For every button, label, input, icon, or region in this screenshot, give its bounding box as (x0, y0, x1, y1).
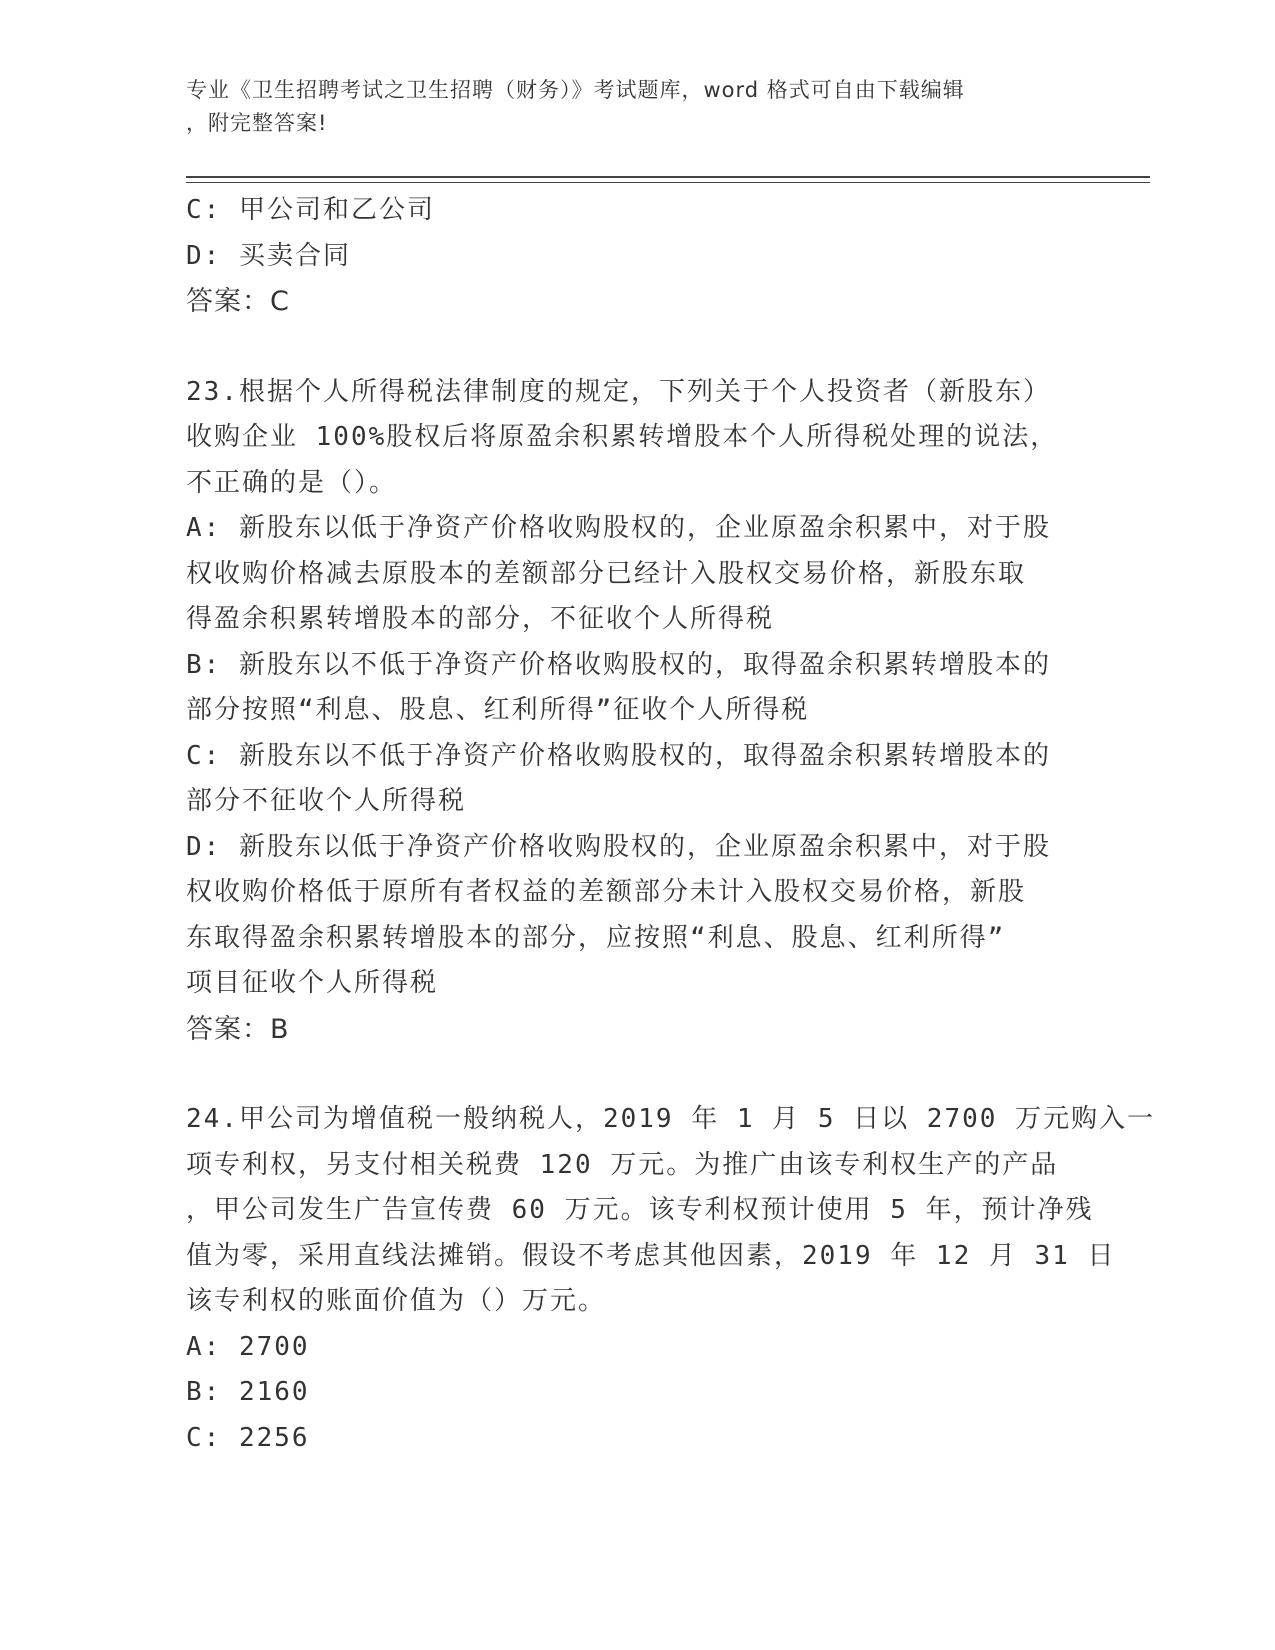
q23-stem-line: 不正确的是（）。 (186, 467, 398, 498)
prev-question (186, 188, 1086, 325)
q23-option-a: 权收购价格减去原股本的差额部分已经计入股权交易价格，新股东取 (186, 558, 1027, 589)
header-rule-thin (186, 182, 1150, 183)
q23-option-b: B: 新股东以不低于净资产价格收购股权的，取得盈余积累转增股本的 (186, 649, 1051, 680)
q24-stem-line: 值为零，采用直线法摊销。假设不考虑其他因素，2019 年 12 月 31 日 (186, 1240, 1116, 1271)
option-d: D: 买卖合同 (186, 240, 351, 271)
q24-stem-line: 该专利权的账面价值为（）万元。 (186, 1286, 607, 1316)
document-header (186, 74, 1066, 140)
q24-stem-line: 24.甲公司为增值税一般纳税人，2019 年 1 月 5 日以 2700 万元购入一 (186, 1104, 1156, 1134)
q23-option-d: 东取得盈余积累转增股本的部分，应按照“利息、股息、红利所得” (186, 922, 1006, 953)
option-c: C: 甲公司和乙公司 (186, 195, 435, 225)
q23-option-d: 项目征收个人所得税 (186, 968, 439, 998)
q23-option-c: C: 新股东以不低于净资产价格收购股权的，取得盈余积累转增股本的 (186, 740, 1051, 771)
q23-option-d: D: 新股东以低于净资产价格收购股权的，企业原盈余积累中，对于股 (186, 831, 1051, 862)
q23-answer: 答案：B (186, 1013, 290, 1045)
question-23 (186, 370, 1086, 1053)
q24-option-c: C: 2256 (186, 1422, 310, 1453)
spacer (186, 1052, 1086, 1097)
q24-option-b: B: 2160 (186, 1377, 310, 1407)
q24-stem-line: 项专利权，另支付相关税费 120 万元。为推广由该专利权生产的产品 (186, 1149, 1059, 1180)
spacer (186, 325, 1086, 370)
q23-option-b: 部分按照“利息、股息、红利所得”征收个人所得税 (186, 695, 810, 725)
document-body (186, 188, 1156, 1461)
q23-option-d: 权收购价格低于原所有者权益的差额部分未计入股权交易价格，新股 (186, 877, 1027, 907)
question-24 (186, 1097, 1156, 1461)
header-rule-thick (186, 176, 1150, 178)
q24-stem-line: ，甲公司发生广告宣传费 60 万元。该专利权预计使用 5 年，预计净残 (186, 1195, 1094, 1225)
answer-line: 答案：C (186, 286, 290, 317)
q23-option-a: A: 新股东以低于净资产价格收购股权的，企业原盈余积累中，对于股 (186, 513, 1051, 543)
q23-stem-line: 23.根据个人所得税法律制度的规定，下列关于个人投资者（新股东） (186, 376, 1051, 407)
header-line-1: 专业《卫生招聘考试之卫生招聘（财务）》考试题库，word 格式可自由下载编辑 (186, 78, 965, 102)
q24-option-a: A: 2700 (186, 1331, 310, 1362)
header-line-2: ，附完整答案! (186, 111, 328, 135)
q23-stem-line: 收购企业 100%股权后将原盈余积累转增股本个人所得税处理的说法， (186, 422, 1059, 452)
q23-option-a: 得盈余积累转增股本的部分，不征收个人所得税 (186, 604, 775, 634)
q23-option-c: 部分不征收个人所得税 (186, 786, 467, 816)
